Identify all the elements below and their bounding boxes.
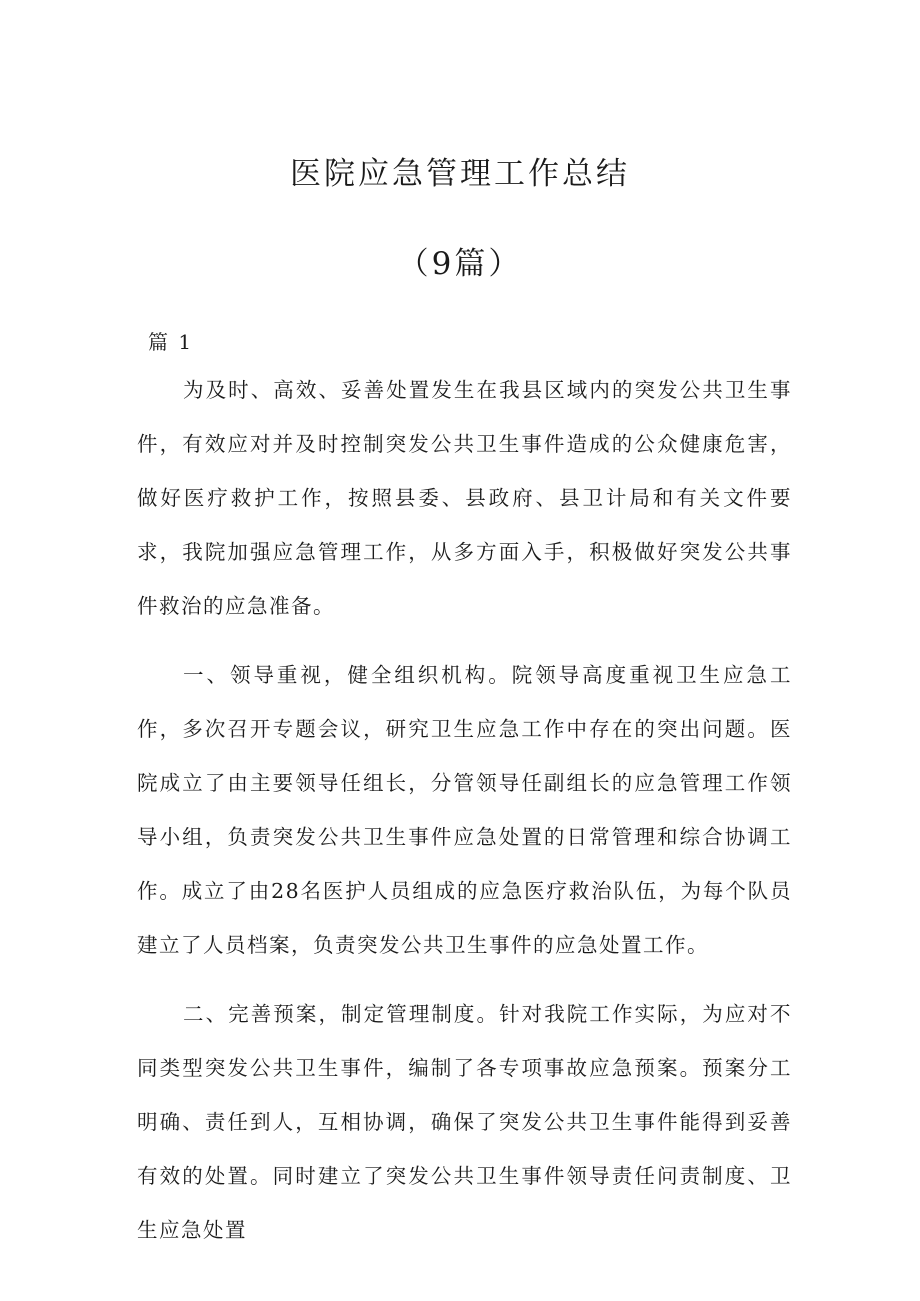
document-subtitle: （9篇）: [397, 246, 523, 282]
paragraph-section-two: 二、完善预案，制定管理制度。针对我院工作实际，为应对不同类型突发公共卫生事件，编制了各专项事故应急预案。预案分工明确、责任到人，互相协调，确保了突发公共卫生事件能得到妥善有效的处置。同时建立了突发公共卫生事件领导责任问责制度、卫生应急处置: [137, 1002, 792, 1242]
document-title: 医院应急管理工作总结: [290, 156, 630, 192]
paragraph-section-one: 一、领导重视，健全组织机构。院领导高度重视卫生应急工作，多次召开专题会议，研究卫生应急工作中存在的突出问题。医院成立了由主要领导任组长，分管领导任副组长的应急管理工作领导小组，负责突发公共卫生事件应急处置的日常管理和综合协调工作。成立了由28名医护人员组成的应急医疗救治队伍，为每个队员建立了人员档案，负责突发公共卫生事件的应急处置工作。: [137, 663, 792, 957]
section-label: 篇 1: [148, 330, 194, 354]
paragraph-intro: 为及时、高效、妥善处置发生在我县区域内的突发公共卫生事件，有效应对并及时控制突发公共卫生事件造成的公众健康危害，做好医疗救护工作，按照县委、县政府、县卫计局和有关文件要求，我院加强应急管理工作，从多方面入手，积极做好突发公共事件救治的应急准备。: [137, 378, 792, 618]
